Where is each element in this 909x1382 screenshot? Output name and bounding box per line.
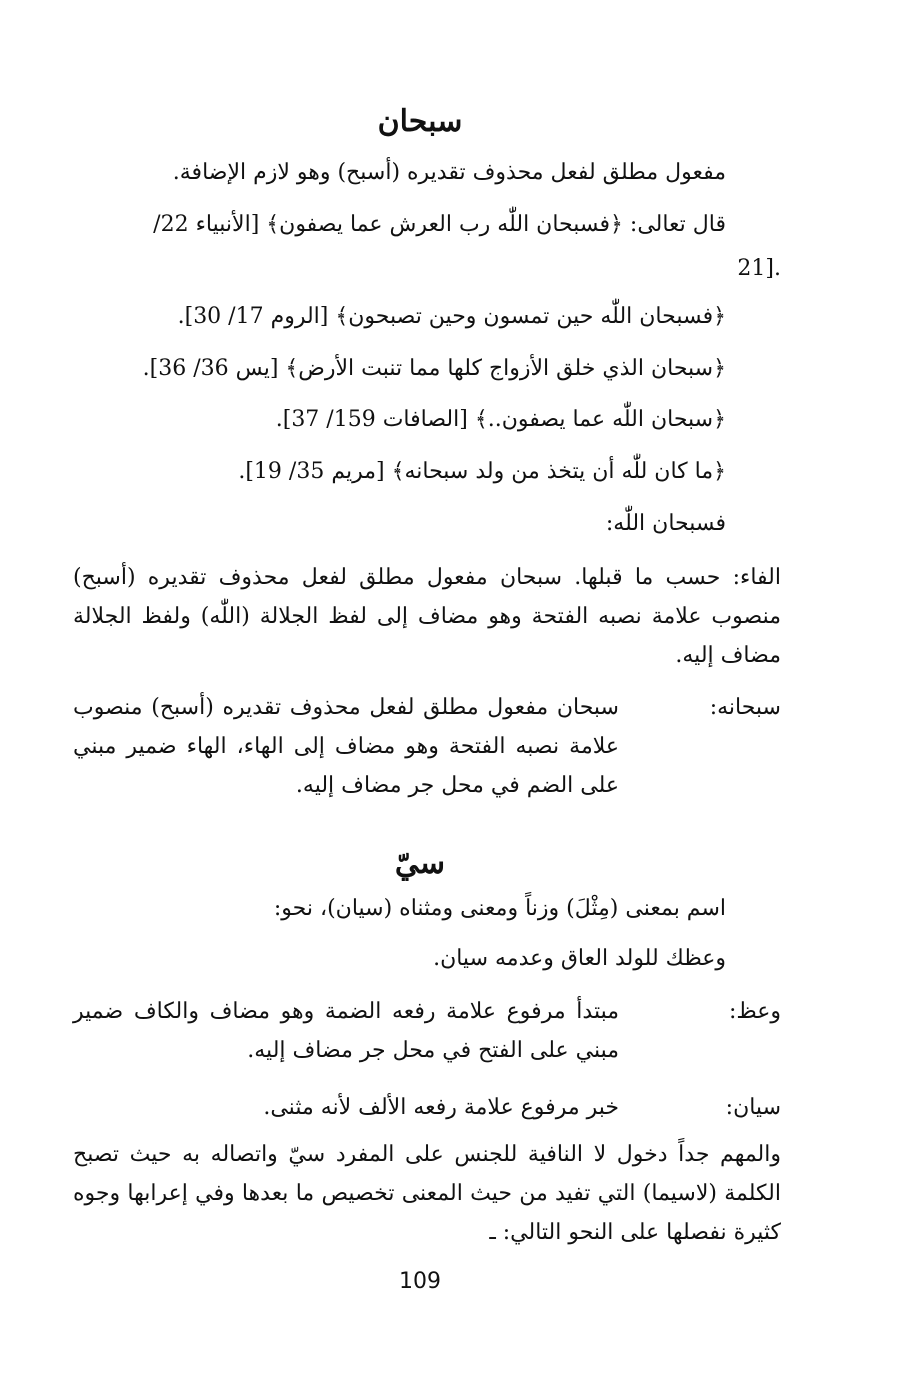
quran-example-2: ﴿سبحان الذي خلق الأزواج كلها مما تنبت الأرض﴾ [يس 36/ 36]. [142, 356, 726, 381]
page-number: 109 [399, 1269, 441, 1294]
waz-entry [73, 992, 781, 1070]
quran-example-3: ﴿سبحان اللّٰه عما يصفون..﴾ [الصافات 159/ 37]. [275, 407, 726, 432]
siyan-text: خبر مرفوع علامة رفعه الألف لأنه مثنى. [263, 1095, 619, 1120]
siyan-entry [73, 1088, 781, 1127]
quran-example-4: ﴿ما كان للّٰه أن يتخذ من ولد سبحانه﴾ [مريم 35/ 19]. [238, 459, 726, 484]
siy-example: وعظك للولد العاق وعدمه سيان. [433, 946, 726, 971]
waz-label: وعظ: [728, 999, 781, 1024]
definition-line: مفعول مطلق لفعل محذوف تقديره (أسبح) وهو لازم الإضافة. [172, 160, 726, 185]
siyan-label: سيان: [725, 1095, 781, 1120]
quran-quote-intro: قال تعالى: ﴿فسبحان اللّٰه رب العرش عما يصفون﴾ [الأنبياء 22/ [153, 212, 726, 237]
siy-definition: اسم بمعنى (مِثْلَ) وزناً ومعنى ومثناه (سيان)، نحو: [273, 896, 726, 921]
subhanahu-text: سبحان مفعول مطلق لفعل محذوف تقديره (أسبح) منصوب علامة نصبه الفتحة وهو مضاف إلى الهاء، الهاء ضمير مبني على الضم في محل جر مضاف إليه. [73, 695, 619, 798]
entry-heading-subhan: سبحان [377, 104, 463, 139]
quran-quote-reference-tail: 21]. [737, 256, 781, 281]
subhanahu-label: سبحانه: [709, 695, 781, 720]
sub-heading-fasubhan: فسبحان اللّٰه: [605, 511, 726, 536]
entry-heading-siy: سيّ [394, 846, 446, 881]
quran-example-1: ﴿فسبحان اللّٰه حين تمسون وحين تصبحون﴾ [الروم 17/ 30]. [177, 304, 726, 329]
subhanahu-entry [73, 688, 781, 805]
waz-text: مبتدأ مرفوع علامة رفعه الضمة وهو مضاف والكاف ضمير مبني على الفتح في محل جر مضاف إليه. [73, 999, 619, 1063]
final-paragraph: والمهم جداً دخول لا النافية للجنس على المفرد سيّ واتصاله به حيث تصبح الكلمة (لاسيما) التي تفيد من حيث المعنى تخصيص ما بعدها وفي إعرابها وجوه كثيرة نفصلها على النحو التالي: ـ [73, 1142, 781, 1245]
fa-grammar-paragraph: الفاء: حسب ما قبلها. سبحان مفعول مطلق لفعل محذوف تقديره (أسبح) منصوب علامة نصبه الفتحة وهو مضاف إلى لفظ الجلالة (اللّٰه) ولفظ الجلالة مضاف إليه. [73, 565, 781, 668]
